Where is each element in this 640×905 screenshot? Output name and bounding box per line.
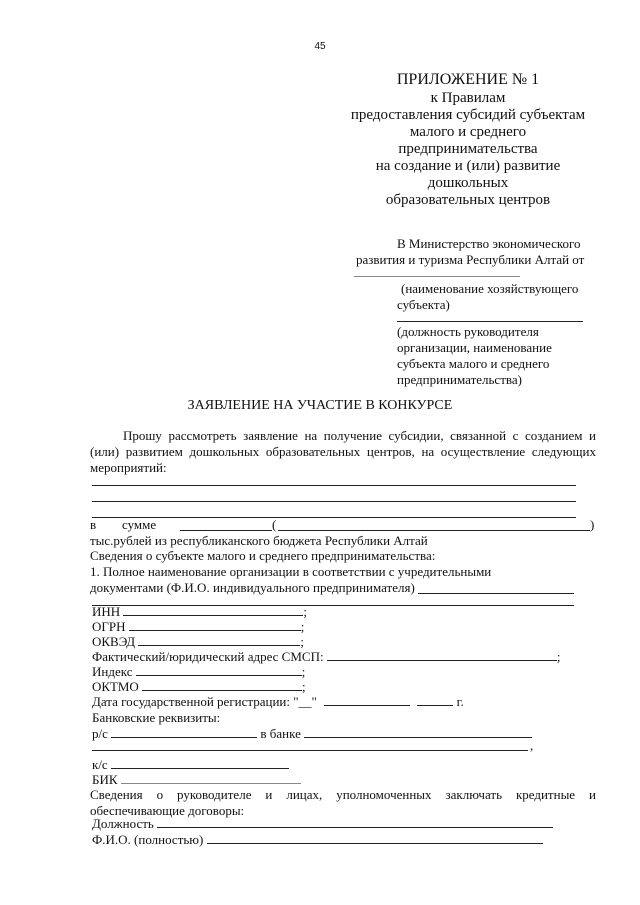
amount-row — [90, 517, 96, 533]
reg-date-label: Дата государственной регистрации: "__" — [92, 694, 317, 709]
item1-label: 1. Полное наименование организации в соответствии с учредительными — [90, 564, 492, 579]
semicolon: ; — [302, 679, 306, 694]
inn-label: ИНН — [92, 604, 121, 619]
okved-label: ОКВЭД — [92, 634, 136, 649]
amount-sum-label: сумме — [122, 517, 157, 532]
position-row — [92, 816, 553, 832]
reg-year-field[interactable] — [417, 694, 453, 706]
field-caption: предпринимательства) — [397, 372, 522, 387]
appendix-line: к Правилам — [430, 90, 506, 106]
leader-info-end: обеспечивающие договоры: — [90, 803, 245, 818]
budget-line: тыс.рублей из республиканского бюджета Республики Алтай — [90, 533, 428, 548]
field-caption: организации, наименование — [397, 340, 552, 355]
oktmo-row — [92, 679, 306, 695]
page-number: 45 — [314, 41, 326, 52]
events-field-line[interactable] — [92, 485, 576, 486]
semicolon: ; — [303, 604, 308, 619]
bank-name-field-line2[interactable] — [92, 750, 528, 751]
smsp-info-heading: Сведения о субъекте малого и среднего предпринимательства: — [90, 548, 436, 563]
addressee-line: В Министерство экономического — [397, 236, 581, 251]
rs-row — [92, 726, 532, 742]
rs-field[interactable] — [111, 726, 257, 738]
ks-label: к/с — [92, 757, 108, 772]
amount-paren-close: ) — [590, 517, 595, 532]
year-suffix: г. — [456, 694, 464, 709]
index-label: Индекс — [92, 664, 133, 679]
reg-date-row — [92, 694, 464, 710]
leader-position-field[interactable] — [397, 321, 583, 322]
ogrn-row — [92, 619, 304, 635]
okved-field[interactable] — [138, 634, 300, 646]
intro-paragraph: Прошу рассмотреть заявление на получение субсидии, связанной с созданием и (или) развитием дошкольных образовательных центров, на осуществление следующих — [90, 428, 596, 459]
inn-row — [92, 604, 307, 620]
appendix-line: предпринимательства — [398, 141, 538, 157]
reg-month-field[interactable] — [324, 694, 410, 706]
field-caption: (наименование хозяйствующего — [401, 281, 579, 296]
leader-info-paragraph: Сведения о руководителе и лицах, уполномоченных заключать кредитные и — [90, 787, 596, 802]
ogrn-label: ОГРН — [92, 619, 126, 634]
events-field-line[interactable] — [92, 501, 576, 502]
appendix-title: ПРИЛОЖЕНИЕ № 1 — [396, 71, 540, 88]
intro-paragraph-end: мероприятий: — [90, 460, 167, 475]
rs-label: р/с — [92, 726, 108, 741]
bik-label: БИК — [92, 772, 118, 787]
fullname-row — [92, 832, 543, 848]
position-label: Должность — [92, 816, 154, 831]
semicolon: ; — [300, 619, 305, 634]
okved-row — [92, 634, 304, 650]
amount-prefix: в — [90, 517, 97, 532]
inn-field[interactable] — [123, 604, 303, 616]
appendix-line: на создание и (или) развитие — [375, 158, 561, 174]
bank-details-heading: Банковские реквизиты: — [92, 710, 221, 725]
oktmo-field[interactable] — [142, 679, 302, 691]
field-caption: субъекта малого и среднего — [397, 356, 550, 371]
address-label: Фактический/юридический адрес СМСП: — [92, 649, 324, 664]
org-name-field[interactable] — [418, 593, 574, 594]
bik-field[interactable] — [121, 772, 301, 784]
amount-paren-open: ( — [272, 517, 277, 532]
applicant-name-field[interactable] — [354, 276, 520, 277]
comma: , — [530, 738, 534, 753]
field-caption: субъекта) — [397, 297, 450, 312]
address-field[interactable] — [327, 649, 557, 661]
semicolon: ; — [300, 634, 304, 649]
item1-label: документами (Ф.И.О. индивидуального предпринимателя) — [90, 580, 415, 595]
index-field[interactable] — [136, 664, 302, 676]
oktmo-label: ОКТМО — [92, 679, 139, 694]
ogrn-field[interactable] — [129, 619, 301, 631]
addressee-line: развития и туризма Республики Алтай от — [356, 252, 585, 267]
form-title: ЗАЯВЛЕНИЕ НА УЧАСТИЕ В КОНКУРСЕ — [187, 398, 453, 413]
semicolon: ; — [301, 664, 306, 679]
ks-field[interactable] — [111, 757, 289, 769]
appendix-line: малого и среднего — [409, 124, 527, 140]
ks-row — [92, 757, 289, 773]
bik-row — [92, 772, 301, 788]
field-caption: (должность руководителя — [397, 324, 539, 339]
fullname-field[interactable] — [207, 832, 543, 844]
appendix-line: дошкольных — [427, 175, 509, 191]
fullname-label: Ф.И.О. (полностью) — [92, 832, 204, 847]
position-field[interactable] — [157, 816, 553, 828]
address-row — [92, 649, 560, 665]
in-bank-label: в банке — [260, 726, 301, 741]
semicolon: ; — [556, 649, 561, 664]
bank-name-field[interactable] — [304, 726, 532, 738]
amount-number-field[interactable] — [180, 530, 272, 531]
amount-words-field[interactable] — [278, 530, 590, 531]
index-row — [92, 664, 305, 680]
events-field-line[interactable] — [92, 517, 576, 518]
appendix-line: предоставления субсидий субъектам — [350, 107, 586, 123]
appendix-line: образовательных центров — [385, 192, 551, 208]
